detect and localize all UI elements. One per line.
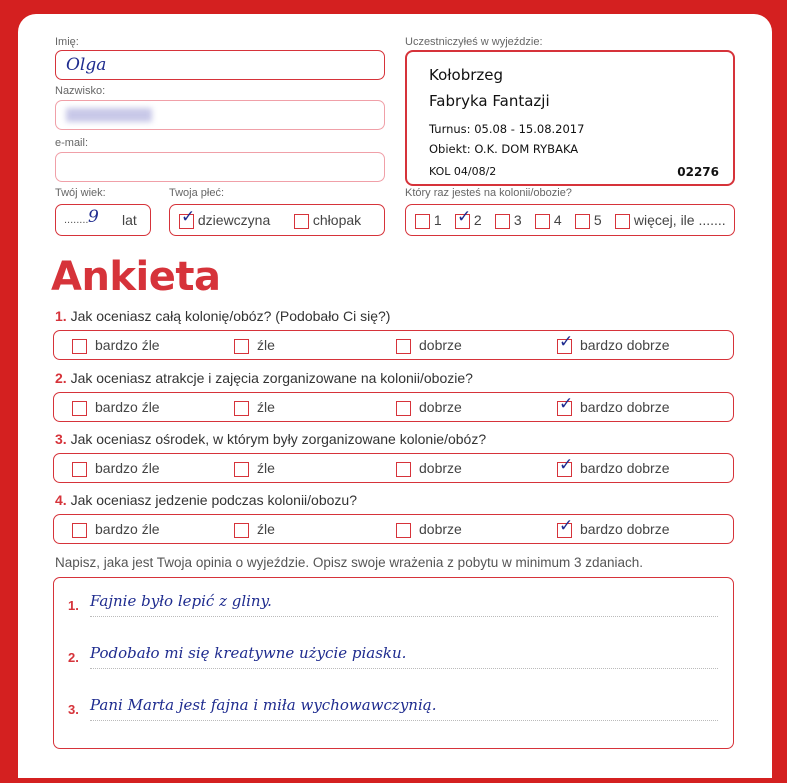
checkbox[interactable] [557,393,574,416]
times-option-1[interactable] [415,212,442,229]
gender-girl-label: dziewczyna [197,212,271,228]
checkbox[interactable] [396,401,411,416]
answer-option-label: źle [257,337,275,353]
gender-boy-label: chłopak [312,212,362,228]
answer-option-label: źle [257,399,275,415]
checkbox[interactable] [294,214,309,229]
checkbox[interactable] [396,339,411,354]
answer-option[interactable] [72,521,160,538]
times-option-label: 3 [513,212,522,228]
answer-option[interactable] [557,454,670,477]
turnus-label: Turnus: [429,122,471,136]
question-label: Jak oceniasz atrakcje i zajęcia zorganizowane na kolonii/obozie? [70,370,473,386]
age-value: 9 [88,207,99,227]
name-value: Olga [66,55,107,75]
camp-name: Fabryka Fantazji [429,92,550,110]
age-unit: lat [122,212,137,228]
age-field[interactable] [55,204,151,236]
checkbox[interactable] [72,339,87,354]
question-text [55,370,473,386]
gender-option-girl[interactable] [179,206,271,229]
answer-option[interactable] [72,460,160,477]
checkbox[interactable] [396,523,411,538]
checkbox[interactable] [557,331,574,354]
times-option-4[interactable] [535,212,562,229]
answer-option[interactable] [234,521,275,538]
question-label: Jak oceniasz jedzenie podczas kolonii/obozu? [70,492,357,508]
opinion-text: Pani Marta jest fajna i miła wychowawczynią. [90,696,437,714]
checkbox[interactable] [234,401,249,416]
times-option-label: 1 [433,212,442,228]
question-number: 2. [55,370,67,386]
writing-line [90,720,718,721]
gender-label: Twoja płeć: [169,187,225,199]
answer-row [53,453,734,483]
answer-row [53,392,734,422]
writing-line [90,616,718,617]
email-field[interactable] [55,152,385,182]
opinion-text: Podobało mi się kreatywne użycie piasku. [90,644,407,662]
checkmark-icon: ✓ [559,393,574,414]
answer-option-label: źle [257,460,275,476]
checkmark-icon: ✓ [559,454,574,475]
checkbox[interactable] [396,462,411,477]
opinion-number: 1. [68,598,79,613]
survey-form [18,14,772,778]
checkbox[interactable] [575,214,590,229]
checkbox[interactable] [415,214,430,229]
answer-row [53,514,734,544]
answer-option[interactable] [72,399,160,416]
age-dots: ........ [64,214,89,226]
camp-info-box [405,50,735,186]
answer-option[interactable] [72,337,160,354]
answer-row [53,330,734,360]
checkbox[interactable] [234,523,249,538]
surname-field[interactable] [55,100,385,130]
opinion-number: 3. [68,702,79,717]
page-title: Ankieta [51,254,221,300]
answer-option[interactable] [234,399,275,416]
checkmark-icon: ✓ [181,206,196,227]
camp-turnus [429,122,584,136]
times-option-label: 2 [473,212,482,228]
answer-option-label: bardzo dobrze [580,399,670,415]
answer-option[interactable] [396,337,462,354]
answer-option[interactable] [557,515,670,538]
answer-option[interactable] [396,399,462,416]
name-label: Imię: [55,36,79,48]
question-number: 1. [55,308,67,324]
answer-option-label: dobrze [419,399,462,415]
gender-option-boy[interactable] [294,212,361,229]
writing-line [90,668,718,669]
question-number: 4. [55,492,67,508]
answer-option-label: dobrze [419,337,462,353]
answer-option-label: bardzo dobrze [580,337,670,353]
age-label: Twój wiek: [55,187,106,199]
obiekt-label: Obiekt: [429,142,471,156]
checkbox[interactable] [455,206,472,229]
checkbox[interactable] [234,462,249,477]
answer-option-label: źle [257,521,275,537]
answer-option[interactable] [396,460,462,477]
checkmark-icon: ✓ [559,515,574,536]
checkbox[interactable] [535,214,550,229]
checkbox[interactable] [234,339,249,354]
answer-option-label: bardzo źle [95,399,160,415]
surname-label: Nazwisko: [55,85,106,97]
question-text [55,431,486,447]
checkbox[interactable] [615,214,630,229]
opinion-number: 2. [68,650,79,665]
question-number: 3. [55,431,67,447]
answer-option-label: bardzo źle [95,337,160,353]
answer-option-label: dobrze [419,460,462,476]
answer-option[interactable] [234,337,275,354]
camp-label: Uczestniczyłeś w wyjeździe: [405,36,543,48]
answer-option[interactable] [557,393,670,416]
checkbox[interactable] [557,454,574,477]
times-label: Który raz jesteś na kolonii/obozie? [405,187,572,199]
checkbox[interactable] [72,401,87,416]
checkbox[interactable] [179,206,196,229]
opinion-text: Fajnie było lepić z gliny. [90,592,272,610]
question-text [55,308,390,324]
opinion-prompt: Napisz, jaka jest Twoja opinia o wyjeździe. Opisz swoje wrażenia z pobytu w minimum 3 zdaniach. [55,555,644,570]
checkbox[interactable] [557,515,574,538]
camp-code: KOL 04/08/2 [429,165,497,178]
answer-option[interactable] [557,331,670,354]
answer-option[interactable] [234,460,275,477]
question-label: Jak oceniasz całą kolonię/obóz? (Podobało Ci się?) [70,308,391,324]
checkmark-icon: ✓ [457,206,472,227]
answer-option-label: bardzo dobrze [580,521,670,537]
times-option-label: więcej, ile ....... [633,212,726,228]
checkbox[interactable] [72,523,87,538]
email-label: e-mail: [55,137,89,149]
redacted-surname [66,108,152,122]
times-option-5[interactable] [575,212,602,229]
answer-option[interactable] [396,521,462,538]
times-option-label: 5 [593,212,602,228]
checkbox[interactable] [495,214,510,229]
times-option-label: 4 [553,212,562,228]
answer-option-label: bardzo dobrze [580,460,670,476]
question-label: Jak oceniasz ośrodek, w którym były zorganizowane kolonie/obóz? [70,431,487,447]
times-option-3[interactable] [495,212,522,229]
times-option-more[interactable] [615,212,726,229]
answer-option-label: bardzo źle [95,521,160,537]
checkmark-icon: ✓ [559,331,574,352]
answer-option-label: dobrze [419,521,462,537]
question-text [55,492,357,508]
camp-obiekt [429,142,578,156]
name-field[interactable] [55,50,385,80]
obiekt-value: O.K. DOM RYBAKA [474,142,579,156]
camp-city: Kołobrzeg [429,66,504,84]
times-group [405,204,735,236]
camp-number: 02276 [677,165,719,179]
times-option-2[interactable] [455,206,482,229]
turnus-value: 05.08 - 15.08.2017 [474,122,585,136]
checkbox[interactable] [72,462,87,477]
gender-group [169,204,385,236]
answer-option-label: bardzo źle [95,460,160,476]
